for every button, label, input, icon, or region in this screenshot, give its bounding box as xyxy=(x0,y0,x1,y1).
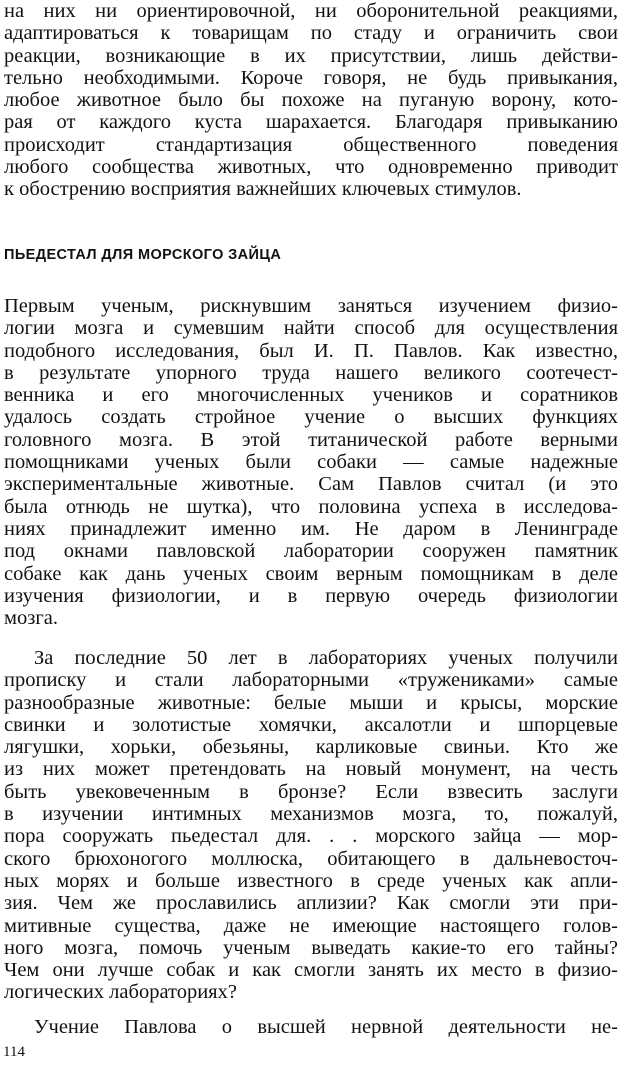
paragraph-3 xyxy=(4,1016,618,1038)
text-line: происходит стандартизация общественного поведения xyxy=(4,133,618,156)
text-line: разнообразные животные: белые мыши и крысы, морские xyxy=(4,691,618,714)
text-line: Учение Павлова о высшей нервной деятельности не- xyxy=(34,1016,618,1038)
text-line: Чем они лучше собак и как смогли занять их место в физио- xyxy=(4,959,618,982)
text-line: ных морях и больше известного в среде ученых как апли- xyxy=(4,869,618,892)
text-line: ниях принадлежит именно им. Не даром в Ленинграде xyxy=(4,517,618,540)
text-line: ского брюхоногого моллюска, обитающего в дальневосточ- xyxy=(4,847,618,870)
text-line: быть увековеченным в бронзе? Если взвесить заслуги xyxy=(4,780,618,803)
text-line: удалось создать стройное учение о высших функциях xyxy=(4,406,618,429)
text-line: к обострению восприятия важнейших ключевых стимулов. xyxy=(4,178,522,201)
text-line: митивные существа, даже не имеющие настоящего голов- xyxy=(4,914,618,937)
text-line: прописку и стали лабораторными «тружениками» самые xyxy=(4,669,618,692)
text-line: под окнами павловской лаборатории сооружен памятник xyxy=(4,540,618,563)
text-line: мозга. xyxy=(4,607,58,630)
text-line: логических лабораториях? xyxy=(4,981,237,1004)
text-line: помощниками ученых были собаки — самые надежные xyxy=(4,451,618,474)
text-line: пора сооружать пьедестал для. . . морского зайца — мор- xyxy=(4,825,618,848)
paragraph-1 xyxy=(4,295,618,629)
text-line: Первым ученым, рискнувшим заняться изучением физио- xyxy=(4,295,618,317)
text-line: любое животное было бы похоже на пуганую ворону, кото- xyxy=(4,89,618,112)
paragraph-2 xyxy=(4,647,618,1004)
page-number: 114 xyxy=(3,1044,25,1060)
text-line: из них может претендовать на новый монумент, на честь xyxy=(4,758,618,781)
section-heading: ПЬЕДЕСТАЛ ДЛЯ МОРСКОГО ЗАЙЦА xyxy=(4,247,282,263)
text-line: тельно необходимыми. Короче говоря, не будь привыкания, xyxy=(4,66,618,89)
text-line: адаптироваться к товарищам по стаду и ограничить свои xyxy=(4,22,618,45)
text-line: изучения физиологии, и в первую очередь физиологии xyxy=(4,584,618,607)
text-line: на них ни ориентировочной, ни оборонительной реакциями, xyxy=(4,0,618,22)
text-line: За последние 50 лет в лабораториях ученых получили xyxy=(34,647,618,669)
text-line: собаке как дань ученых своим верным помощникам в деле xyxy=(4,562,618,585)
text-line: ного мозга, помочь ученым выведать какие-то его тайны? xyxy=(4,936,618,959)
text-line: экспериментальные животные. Сам Павлов считал (и это xyxy=(4,473,618,496)
text-line: рая от каждого куста шарахается. Благодаря привыканию xyxy=(4,111,618,134)
text-line: в результате упорного труда нашего великого соотечест- xyxy=(4,361,618,384)
text-line: венника и его многочисленных учеников и соратников xyxy=(4,384,618,407)
text-line: реакции, возникающие в их присутствии, лишь действи- xyxy=(4,44,618,67)
text-line: головного мозга. В этой титанической работе верными xyxy=(4,428,618,451)
intro-text xyxy=(4,0,618,201)
text-line: любого сообщества животных, что одновременно приводит xyxy=(4,156,618,179)
text-line: подобного исследования, был И. П. Павлов. Как известно, xyxy=(4,339,618,362)
text-line: в изучении интимных механизмов мозга, то, пожалуй, xyxy=(4,803,618,826)
text-line: зия. Чем же прославились аплизии? Как смогли эти при- xyxy=(4,892,618,915)
text-line: свинки и золотистые хомячки, аксалотли и шпорцевые xyxy=(4,713,618,736)
text-line: была отнюдь не шутка), что половина успеха в исследова- xyxy=(4,495,618,518)
text-line: логии мозга и сумевшим найти способ для осуществления xyxy=(4,317,618,340)
text-line: лягушки, хорьки, обезьяны, карликовые свиньи. Кто же xyxy=(4,736,618,759)
